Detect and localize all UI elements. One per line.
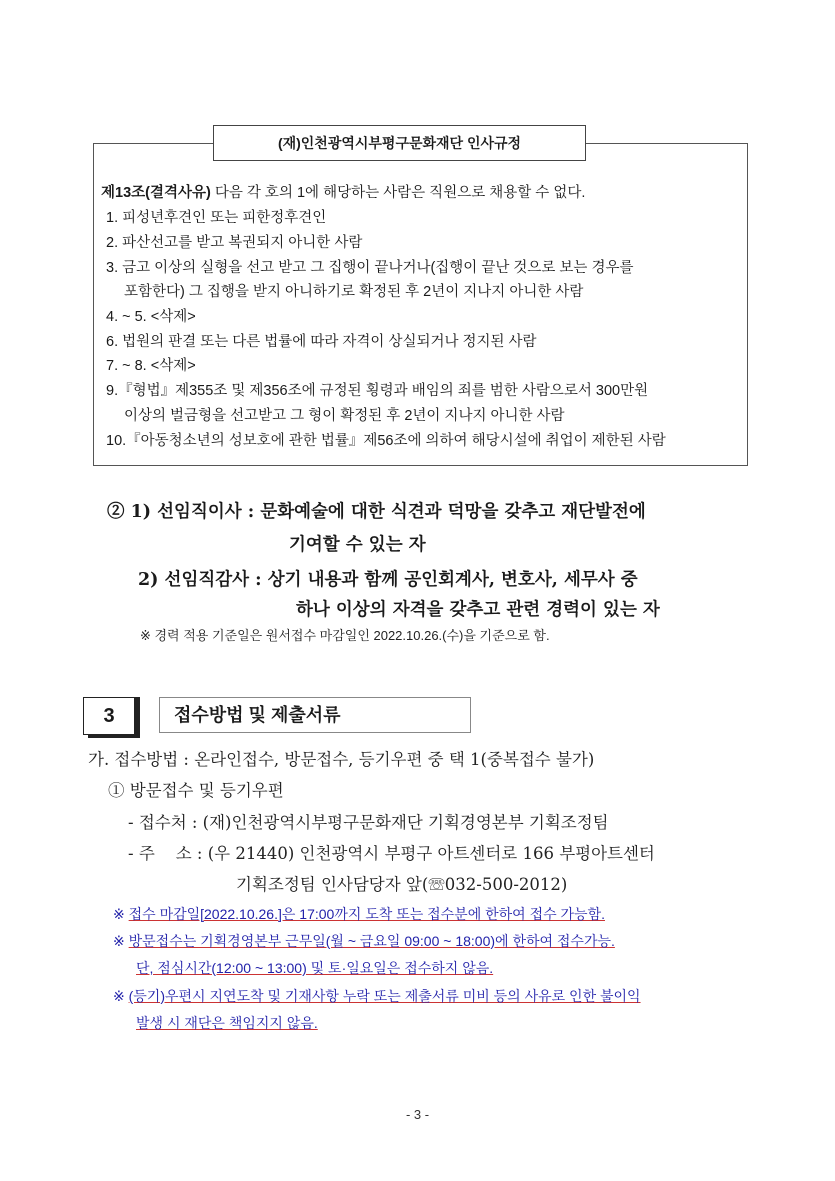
reg-item: 7. ~ 8. <삭제> <box>106 358 196 374</box>
address-contact: 기획조정팀 인사담당자 앞(☏032-500-2012) <box>236 875 568 894</box>
reg-item-continued: 이상의 벌금형을 선고받고 그 형이 확정된 후 2년이 지나지 아니한 사람 <box>124 408 565 424</box>
note-mail-cont <box>136 1013 318 1033</box>
article-heading: 제13조(결격사유) <box>101 185 211 201</box>
note-visit-cont <box>136 958 493 978</box>
note-mark: ※ <box>113 906 125 922</box>
regulation-title: (재)인천광역시부평구문화재단 인사규정 <box>213 125 586 161</box>
note-text: (등기)우편시 지연도착 및 기재사항 누락 또는 제출서류 미비 등의 사유로 인한 불이익 <box>128 988 641 1004</box>
reg-item: 4. ~ 5. <삭제> <box>106 309 196 325</box>
reg-item-continued: 포함한다) 그 집행을 받지 아니하기로 확정된 후 2년이 지나지 아니한 사람 <box>124 284 584 300</box>
note-mark: ※ <box>113 988 125 1004</box>
section-number-shadow <box>135 697 140 735</box>
auditor-qualification: 2) 선임직감사 : 상기 내용과 함께 공인회계사, 변호사, 세무사 중 <box>138 570 638 590</box>
method-line: 가. 접수방법 : 온라인접수, 방문접수, 등기우편 중 택 1(중복접수 불가) <box>88 750 595 769</box>
note-mail <box>113 986 641 1006</box>
section-number: 3 <box>83 697 135 735</box>
auditor-qualification-cont: 하나 이상의 자격을 갖추고 관련 경력이 있는 자 <box>296 600 660 620</box>
note-text: 단, 점심시간(12:00 ~ 13:00) 및 토·일요일은 접수하지 않음. <box>136 960 494 976</box>
career-note: ※ 경력 적용 기준일은 원서접수 마감일인 2022.10.26.(수)을 기준으로 함. <box>140 628 550 643</box>
visit-mail-heading: ① 방문접수 및 등기우편 <box>108 781 284 800</box>
reception-place: - 접수처 : (재)인천광역시부평구문화재단 기획경영본부 기획조정팀 <box>128 813 609 832</box>
reg-item: 10.『아동청소년의 성보호에 관한 법률』제56조에 의하여 해당시설에 취업이 제한된 사람 <box>106 433 666 449</box>
address-line: - 주 소 : (우 21440) 인천광역시 부평구 아트센터로 166 부평아트센터 <box>128 844 655 863</box>
note-text: 발생 시 재단은 책임지지 않음. <box>136 1015 318 1031</box>
director-qualification: ② 1) 선임직이사 : 문화예술에 대한 식견과 덕망을 갖추고 재단발전에 <box>107 502 646 522</box>
note-text: 방문접수는 기획경영본부 근무일(월 ~ 금요일 09:00 ~ 18:00)에 한하여 접수가능. <box>128 933 615 949</box>
reg-item: 2. 파산선고를 받고 복권되지 아니한 사람 <box>106 235 363 251</box>
section-number-shadow <box>88 735 140 738</box>
director-qualification-cont: 기여할 수 있는 자 <box>289 535 426 555</box>
note-deadline <box>113 904 605 924</box>
note-visit <box>113 931 615 951</box>
article-13 <box>101 181 585 202</box>
page-number: - 3 - <box>405 1107 430 1122</box>
note-text: 접수 마감일[2022.10.26.]은 17:00까지 도착 또는 접수분에 한하여 접수 가능함. <box>128 906 605 922</box>
reg-item: 9.『형법』제355조 및 제356조에 규정된 횡령과 배임의 죄를 범한 사람으로서 300만원 <box>106 383 649 399</box>
reg-item: 1. 피성년후견인 또는 피한정후견인 <box>106 210 327 226</box>
reg-item: 6. 법원의 판결 또는 다른 법률에 따라 자격이 상실되거나 정지된 사람 <box>106 334 537 350</box>
section-title: 접수방법 및 제출서류 <box>159 697 471 733</box>
article-text: 다음 각 호의 1에 해당하는 사람은 직원으로 채용할 수 없다. <box>210 185 586 201</box>
note-mark: ※ <box>113 933 125 949</box>
reg-item: 3. 금고 이상의 실형을 선고 받고 그 집행이 끝나거나(집행이 끝난 것으로 보는 경우를 <box>106 260 634 276</box>
